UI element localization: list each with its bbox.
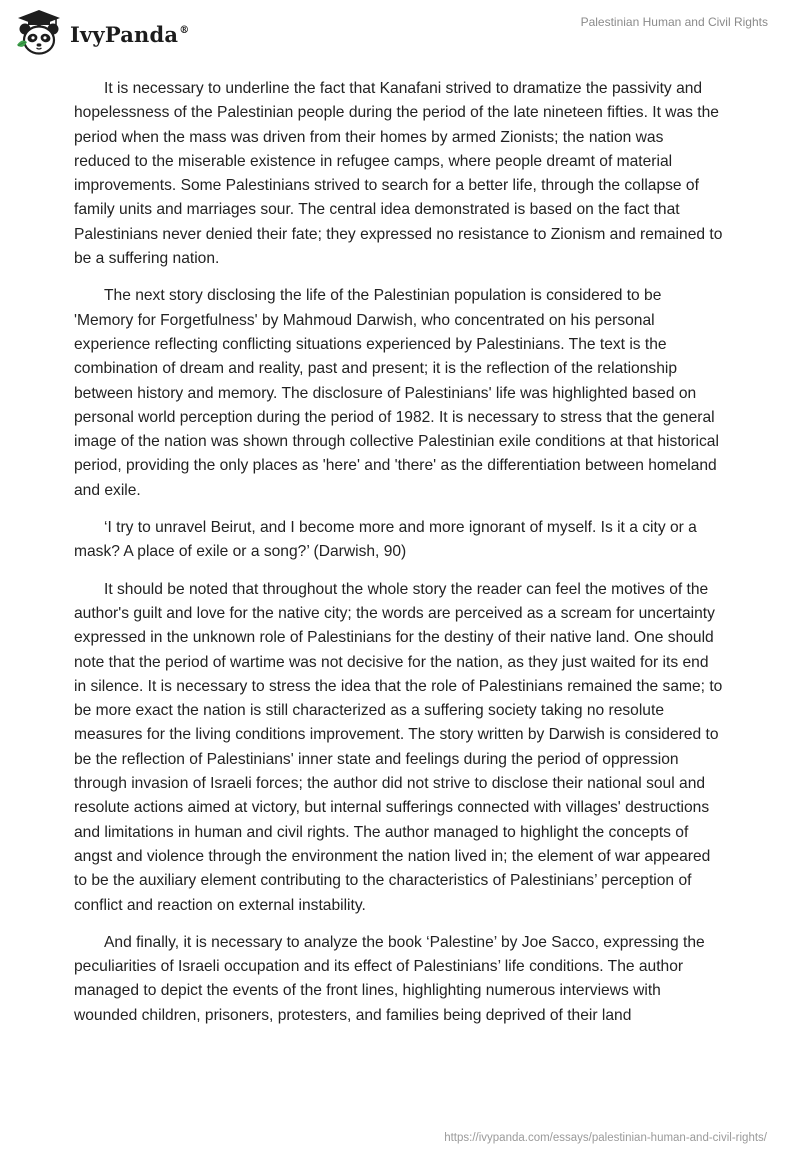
paragraph-darwish-intro: The next story disclosing the life of the Palestinian population is considered to be 'Memory for Forgetfulness' by Mahmoud Darwish, who concentrated on his personal experience reflecting conflicting situations experienced by Palestinians. The text is the combination of dream and reality, past and present; it is the reflection of the relationship between history and memory. The disclosure of Palestinians' life was highlighted based on personal world perception during the period of 1982. It is necessary to stress that the general image of the nation was shown through collective Palestinian exile conditions at that historical period, providing the only places as 'here' and 'there' as the differentiation between homeland and exile. — [74, 287, 719, 499]
brand-name-text: IvyPanda — [70, 21, 179, 47]
panda-graduate-icon — [14, 9, 64, 57]
paragraph-sacco: And finally, it is necessary to analyze the book ‘Palestine’ by Joe Sacco, expressing the peculiarities of Israeli occupation and its effect of Palestinians’ life conditions. The author managed to depict the events of the front lines, highlighting numerous interviews with wounded children, prisoners, protesters, and families being deprived of their land — [74, 933, 705, 1024]
paragraph-quote: ‘I try to unravel Beirut, and I become more and more ignorant of myself. Is it a city or a mask? A place of exile or a song?’ (Darwish, 90) — [74, 519, 697, 561]
essay-body — [74, 77, 724, 1041]
paragraph-kanafani: It is necessary to underline the fact that Kanafani strived to dramatize the passivity and hopelessness of the Palestinian people during the period of the late nineteen fifties. It was the period when the mass was driven from their homes by armed Zionists; the nation was reduced to the miserable existence in refugee camps, where people dreamt of material improvements. Some Palestinians strived to search for a better life, through the collapse of family units and marriages sour. The central idea demonstrated is based on the fact that Palestinians never denied their fate; they expressed no resistance to Zionism and remained to be a suffering nation. — [74, 80, 723, 268]
registered-mark: ® — [179, 24, 190, 36]
page-header — [0, 0, 800, 70]
brand-name — [70, 22, 189, 47]
ivypanda-logo[interactable] — [14, 9, 189, 57]
document-title: Palestinian Human and Civil Rights — [580, 15, 768, 29]
paragraph-darwish-analysis: It should be noted that throughout the whole story the reader can feel the motives of the author's guilt and love for the native city; the words are perceived as a scream for uncertainty expressed in the unknown role of Palestinians for the destiny of their native land. One should note that the period of wartime was not decisive for the nation, as they just waited for its end in silence. It is necessary to stress the idea that the role of Palestinians remained the same; to be more exact the nation is still characterized as a suffering society taking no resolute measures for the living conditions improvement. The story written by Darwish is considered to be the reflection of Palestinians' inner state and feelings during the period of oppression through invasion of Israeli forces; the author did not strive to disclose their national soul and resolute actions aimed at victory, but internal sufferings connected with villages' destructions and limitations in human and civil rights. The author managed to highlight the concepts of angst and violence through the environment the nation lived in; the element of war appeared to be the auxiliary element contributing to the characteristics of Palestinians’ perception of conflict and reaction on external instability. — [74, 580, 723, 914]
source-url[interactable]: https://ivypanda.com/essays/palestinian-human-and-civil-rights/ — [444, 1132, 767, 1144]
